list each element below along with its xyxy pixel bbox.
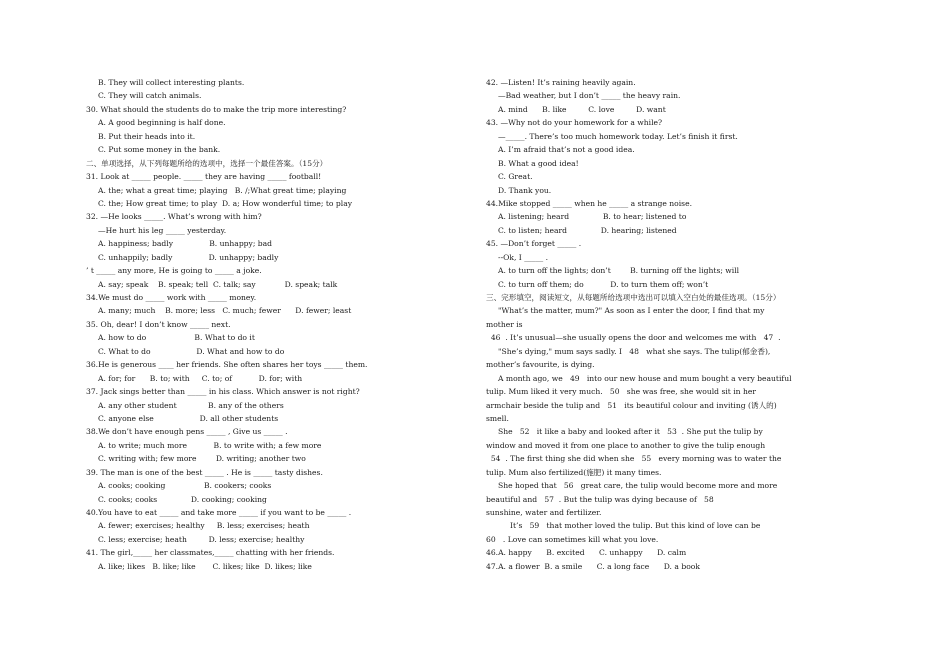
text-line: 32. —He looks _____. What’s wrong with him? [86,212,262,222]
text-line: 41. The girl,_____ her classmates,_____ chatting with her friends. [86,548,335,558]
text-line: She hoped that 56 great care, the tulip would become more and more [498,481,778,491]
text-line: 45. —Don’t forget _____ . [486,239,582,249]
text-line: armchair beside the tulip and 51 its beautiful colour and inviting (诱人的) [486,400,777,410]
text-line: C. the; How great time; to play D. a; How wonderful time; to play [98,198,353,208]
text-line: 三、完形填空，阅读短文，从每题所给选项中选出可以填入空白处的最佳选项。（15分） [486,293,781,302]
text-line: mother’s favourite, is dying. [486,360,595,370]
text-line: C. anyone else D. all other students [98,413,279,423]
text-line: —He hurt his leg _____ yesterday. [98,225,227,235]
text-line: A. how to do B. What to do it [98,333,255,343]
text-line: 二、单项选择，从下列每题所给的选项中，选择一个最佳答案。（15分） [86,158,328,168]
text-line: smell. [486,413,509,423]
text-line: "What’s the matter, mum?" As soon as I enter the door, I find that my [498,306,765,316]
text-line: 43. —Why not do your homework for a while? [486,118,663,128]
text-line: 34.We must do _____ work with _____ money. [86,293,257,302]
text-line: "She’s dying," mum says sadly. I 48 what she says. The tulip(郁金香), [498,346,771,356]
text-line: 31. Look at _____ people. _____ they are having _____ football! [86,172,322,182]
text-line: A. listening; heard B. to hear; listened to [498,212,687,222]
text-line: A. mind B. like C. love D. want [498,104,666,114]
text-line: A. to write; much more B. to write with; a few more [98,440,322,450]
text-line: A. fewer; exercises; healthy B. less; exercises; heath [98,521,310,531]
text-line: ’ t _____ any more, He is going to _____ a joke. [86,266,262,276]
text-line: 47.A. a flower B. a smile C. a long face D. a book [486,561,700,571]
text-line: D. Thank you. [498,185,552,195]
text-line: C. unhappily; badly D. unhappy; badly [98,252,279,262]
text-line: B. What a good idea! [498,158,579,168]
text-line: 40.You have to eat _____ and take more _____ if you want to be _____ . [86,508,352,517]
text-line: 38.We don’t have enough pens _____ , Give us _____ . [86,427,288,437]
text-line: 46 . It’s unusual—she usually opens the door and welcomes me with 47 . [486,333,781,343]
text-line: C. Great. [498,172,533,182]
text-line: A. many; much B. more; less C. much; fewer D. fewer; least [98,306,352,316]
text-line: A. the; what a great time; playing B. /;What great time; playing [98,185,347,195]
text-line: C. less; exercise; heath D. less; exercise; healthy [98,534,305,544]
text-line: C. writing with; few more D. writing; another two [98,454,306,464]
text-line: tulip. Mum also fertilized(施肥) it many times. [486,467,662,477]
text-line: B. They will collect interesting plants. [98,78,245,87]
text-line: A. happiness; badly B. unhappy; bad [98,239,273,249]
text-line: C. They will catch animals. [98,91,202,101]
text-line: It’s 59 that mother loved the tulip. But this kind of love can be [510,521,761,531]
text-line: C. What to do D. What and how to do [98,346,285,356]
text-line: A. cooks; cooking B. cookers; cooks [98,481,272,491]
text-line: 46.A. happy B. excited C. unhappy D. calm [486,548,687,558]
left-column [86,76,486,573]
text-line: C. to listen; heard D. hearing; listened [498,225,677,235]
text-line: sunshine, water and fertilizer. [486,508,602,517]
text-line: A. any other student B. any of the others [98,400,284,410]
text-line: —Bad weather, but I don’t _____ the heavy rain. [498,91,681,101]
text-line: —_____. There’s too much homework today. Let’s finish it first. [498,131,738,141]
text-line: 42. —Listen! It’s raining heavily again. [486,78,636,87]
text-line: 44.Mike stopped _____ when he _____ a strange noise. [486,198,692,208]
text-line: A. A good beginning is half done. [98,118,226,128]
text-line: C. to turn off them; do D. to turn them off; won’t [498,279,709,289]
text-line: A. for; for B. to; with C. to; of D. for; with [98,373,303,383]
text-line: beautiful and 57 . But the tulip was dying because of 58 [486,494,719,504]
text-line: C. cooks; cooks D. cooking; cooking [98,494,267,504]
text-line: A. say; speak B. speak; tell C. talk; say D. speak; talk [98,279,338,289]
text-line: window and moved it from one place to another to give the tulip enough [486,440,766,450]
text-line: 54 . The first thing she did when she 55 every morning was to water the [486,454,782,464]
text-line: 35. Oh, dear! I don’t know _____ next. [86,319,231,329]
text-line: A. like; likes B. like; like C. likes; like D. likes; like [98,561,312,571]
text-line: A. to turn off the lights; don’t B. turning off the lights; will [498,266,740,276]
right-column [486,76,866,573]
text-line: 37. Jack sings better than _____ in his class. Which answer is not right? [86,387,360,397]
text-line: 30. What should the students do to make the trip more interesting? [86,104,347,114]
text-line: A month ago, we 49 into our new house and mum bought a very beautiful [498,373,792,383]
text-line: tulip. Mum liked it very much. 50 she was free, she would sit in her [486,387,756,397]
text-line: 60 . Love can sometimes kill what you love. [486,534,659,544]
text-line: She 52 it like a baby and looked after it 53 . She put the tulip by [498,427,763,437]
text-line: A. I’m afraid that’s not a good idea. [498,145,635,155]
text-line: 39. The man is one of the best _____ . He is _____ tasty dishes. [86,467,323,477]
text-line: C. Put some money in the bank. [98,145,221,155]
text-line: B. Put their heads into it. [98,131,196,141]
text-line: --Ok, I _____ . [498,252,549,262]
text-line: 36.He is generous ____ her friends. She often shares her toys _____ them. [86,360,368,370]
text-line: mother is [486,319,523,329]
